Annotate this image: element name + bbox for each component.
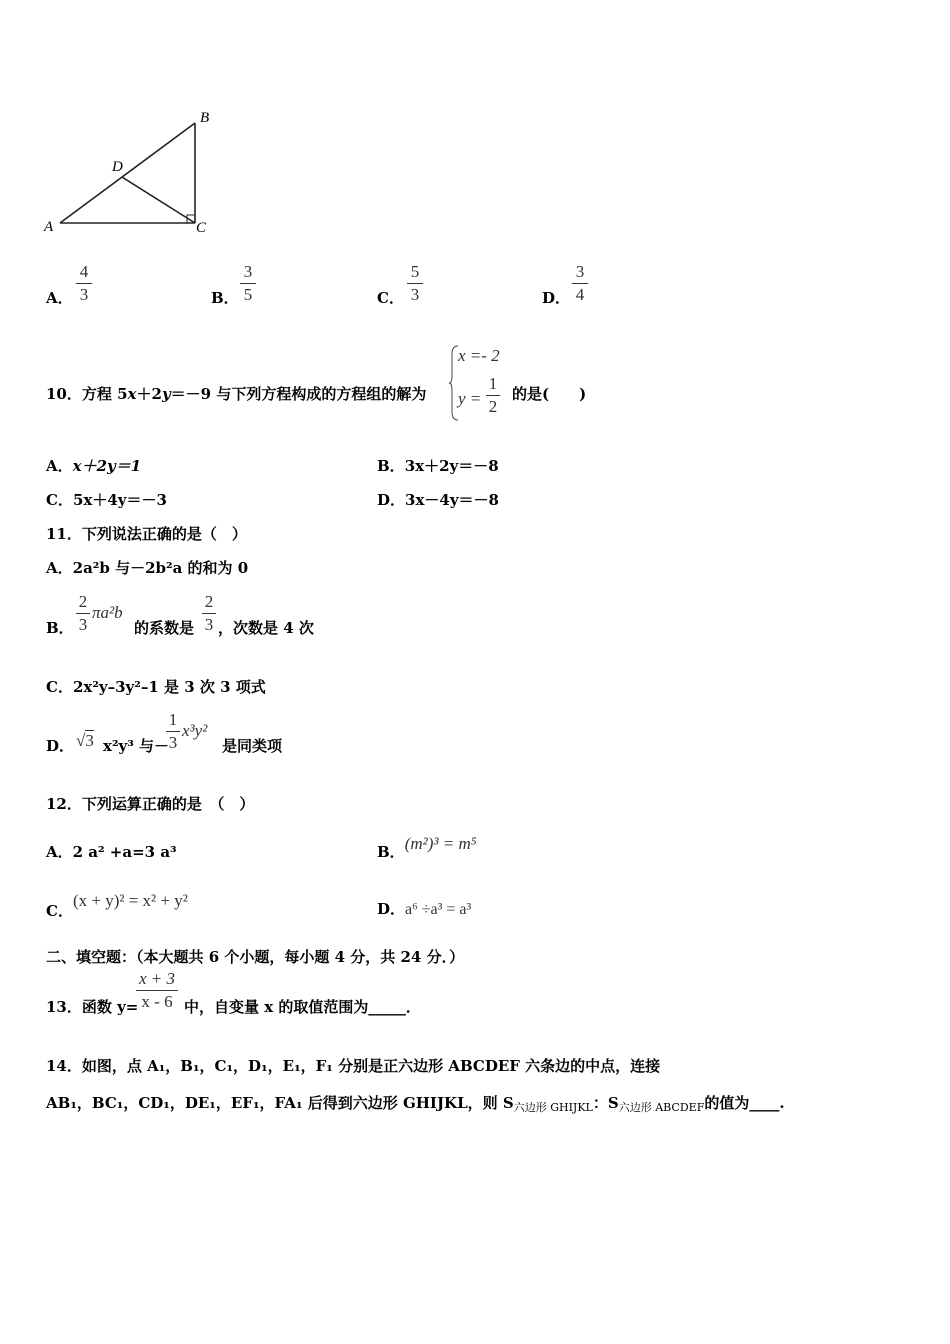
q12-option-c: C．(x + y)² = x² + y² [46,891,188,920]
segment-dc [122,177,195,223]
q14-line2: AB₁，BC₁，CD₁，DE₁，EF₁，FA₁ 后得到六边形 GHIJKL，则 $S_{六边形 GHIJKL}$：$S_{六边形 ABCDEF}$的值为____. [46,1094,785,1114]
q9-option-d-fraction: 3 4 [572,262,588,305]
label-c: C [196,220,207,236]
q11-option-d-sqrt: √3 [76,731,94,750]
side-ab [60,123,195,223]
q10-system-y-fraction: 1 2 [486,374,500,417]
q11-option-b-letter: B． [46,619,74,637]
q11-option-b-fraction: 2 3 [76,592,90,635]
q10-stem: 10．方程 5x＋2y＝－9 与下列方程构成的方程组的解为 [46,385,427,403]
q11-option-b-text1: 的系数是 [134,619,195,637]
q12-option-d: D．a⁶ ÷a³ = a³ [377,900,472,918]
q11-option-d-fraction: 1 3 [166,710,180,753]
q11-option-d-letter: D． [46,737,75,755]
q11-option-b-coefficient: 2 3 [202,592,216,635]
label-a: A [44,219,54,235]
q11-option-c: C．2x²y–3y²–1 是 3 次 3 项式 [46,678,266,696]
q14-line1: 14．如图，点 A₁，B₁，C₁，D₁，E₁，F₁ 分别是正六边形 ABCDEF 六条边的中点，连接 [46,1057,661,1075]
q10-option-d: D．3x－4y＝－8 [377,491,499,509]
q9-option-c-letter: C． [377,289,404,307]
q10-system-y-lhs: y = [458,389,482,408]
q9-option-b-fraction: 3 5 [240,262,256,305]
q10-option-c: C．5x＋4y＝－3 [46,491,167,509]
triangle-figure [40,105,220,240]
section-heading-fill-in: 二、填空题：（本大题共 6 个小题，每小题 4 分，共 24 分．） [46,948,465,966]
q12-option-b: B．(m²)³ = m⁵ [377,834,477,861]
q10-option-a: A．x＋2y＝1 [46,457,142,475]
q10-option-b: B．3x＋2y＝－8 [377,457,499,475]
q13-fraction: x + 3 x - 6 [136,969,178,1012]
q12-option-a: A．2 a² +a=3 a³ [46,843,177,861]
q11-option-a: A．2a²b 与－2b²a 的和为 0 [46,559,249,577]
q13-suffix: 中，自变量 x 的取值范围为_____． [184,998,421,1016]
q10-system-x: x =- 2 [458,346,500,365]
q10-stem-suffix: 的是( ) [512,385,587,403]
label-d: D [112,159,123,175]
q13-prefix: 13．函数 y= [46,998,139,1016]
q11-option-d-text1: x²y³ 与－ [103,737,170,755]
q11-option-d-expression: x³y² [182,721,208,740]
q9-option-a-letter: A． [46,289,73,307]
q11-option-b-expression: πa²b [92,603,123,622]
q11-stem: 11．下列说法正确的是（ ） [46,525,247,543]
q11-option-b-text2: ，次数是 4 次 [218,619,314,637]
q9-option-b-letter: B． [211,289,239,307]
q11-option-d-text2: 是同类项 [222,737,283,755]
q9-option-d-letter: D． [542,289,571,307]
label-b: B [200,110,210,126]
q9-option-a-fraction: 4 3 [76,262,92,305]
q12-stem: 12．下列运算正确的是 （ ） [46,795,255,813]
q9-option-c-fraction: 5 3 [407,262,423,305]
